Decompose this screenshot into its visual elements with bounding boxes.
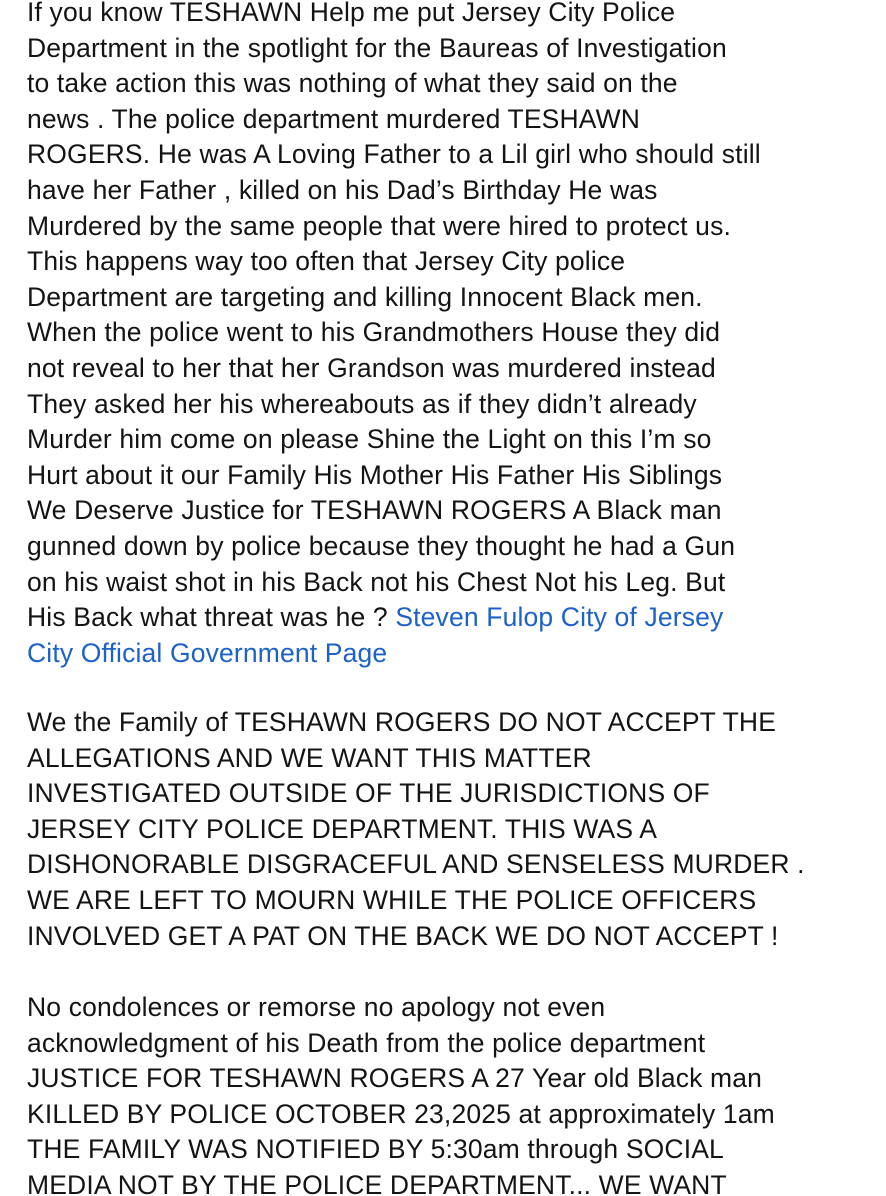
post-line-text: His Back what threat was he ? bbox=[27, 602, 396, 633]
post-line: MEDIA NOT BY THE POLICE DEPARTMENT... WE WANT bbox=[27, 1169, 727, 1196]
post-line: WE ARE LEFT TO MOURN WHILE THE POLICE OFFICERS bbox=[27, 884, 757, 915]
post-line: THE FAMILY WAS NOTIFIED BY 5:30am through SOCIAL bbox=[27, 1134, 724, 1165]
post-line: If you know TESHAWN Help me put Jersey City Police bbox=[27, 0, 676, 27]
post-line: INVESTIGATED OUTSIDE OF THE JURISDICTIONS OF bbox=[27, 778, 710, 809]
post-line: Murdered by the same people that were hired to protect us. bbox=[27, 210, 731, 241]
post-paragraph-2 bbox=[0, 705, 805, 954]
post-line: We the Family of TESHAWN ROGERS DO NOT ACCEPT THE bbox=[27, 707, 777, 737]
post-line: JUSTICE FOR TESHAWN ROGERS A 27 Year old Black man bbox=[27, 1063, 763, 1094]
post-line: Hurt about it our Family His Mother His Father His Siblings bbox=[27, 459, 723, 490]
post-line: Department in the spotlight for the Baureas of Investigation bbox=[27, 32, 727, 63]
mention-link-steven-fulop[interactable]: Steven Fulop City of Jersey bbox=[395, 602, 724, 633]
mention-link-city-government-page[interactable]: City Official Government Page bbox=[27, 637, 388, 668]
post-line: INVOLVED GET A PAT ON THE BACK WE DO NOT ACCEPT ! bbox=[27, 920, 779, 951]
post-line: They asked her his whereabouts as if they didn’t already bbox=[27, 388, 697, 419]
post-line: on his waist shot in his Back not his Chest Not his Leg. But bbox=[27, 566, 726, 597]
post-line: JERSEY CITY POLICE DEPARTMENT. THIS WAS A bbox=[27, 813, 658, 844]
post-line: gunned down by police because they thought he had a Gun bbox=[27, 530, 736, 561]
post-line: We Deserve Justice for TESHAWN ROGERS A Black man bbox=[27, 495, 722, 526]
post-line: DISHONORABLE DISGRACEFUL AND SENSELESS MURDER . bbox=[27, 849, 805, 880]
post-line: This happens way too often that Jersey City police bbox=[27, 246, 626, 277]
post-line: news . The police department murdered TESHAWN bbox=[27, 103, 641, 134]
post-line: ALLEGATIONS AND WE WANT THIS MATTER bbox=[27, 742, 592, 773]
post-line: When the police went to his Grandmothers House they did bbox=[27, 317, 721, 348]
post-line-with-mention bbox=[27, 600, 761, 636]
post-line: acknowledgment of his Death from the police department bbox=[27, 1027, 706, 1058]
post-paragraph-1 bbox=[0, 0, 761, 671]
post-line: have her Father , killed on his Dad’s Birthday He was bbox=[27, 174, 658, 205]
post-line: not reveal to her that her Grandson was murdered instead bbox=[27, 352, 716, 383]
post-paragraph-3 bbox=[0, 990, 775, 1196]
post-line-mention-continued bbox=[27, 636, 761, 672]
post-line: to take action this was nothing of what they said on the bbox=[27, 68, 678, 99]
post-line: ROGERS. He was A Loving Father to a Lil girl who should still bbox=[27, 139, 761, 170]
post-line: KILLED BY POLICE OCTOBER 23,2025 at approximately 1am bbox=[27, 1098, 775, 1129]
post-line: No condolences or remorse no apology not even bbox=[27, 992, 606, 1022]
post-line: Murder him come on please Shine the Light on this I’m so bbox=[27, 424, 712, 455]
post-line: Department are targeting and killing Innocent Black men. bbox=[27, 281, 703, 312]
